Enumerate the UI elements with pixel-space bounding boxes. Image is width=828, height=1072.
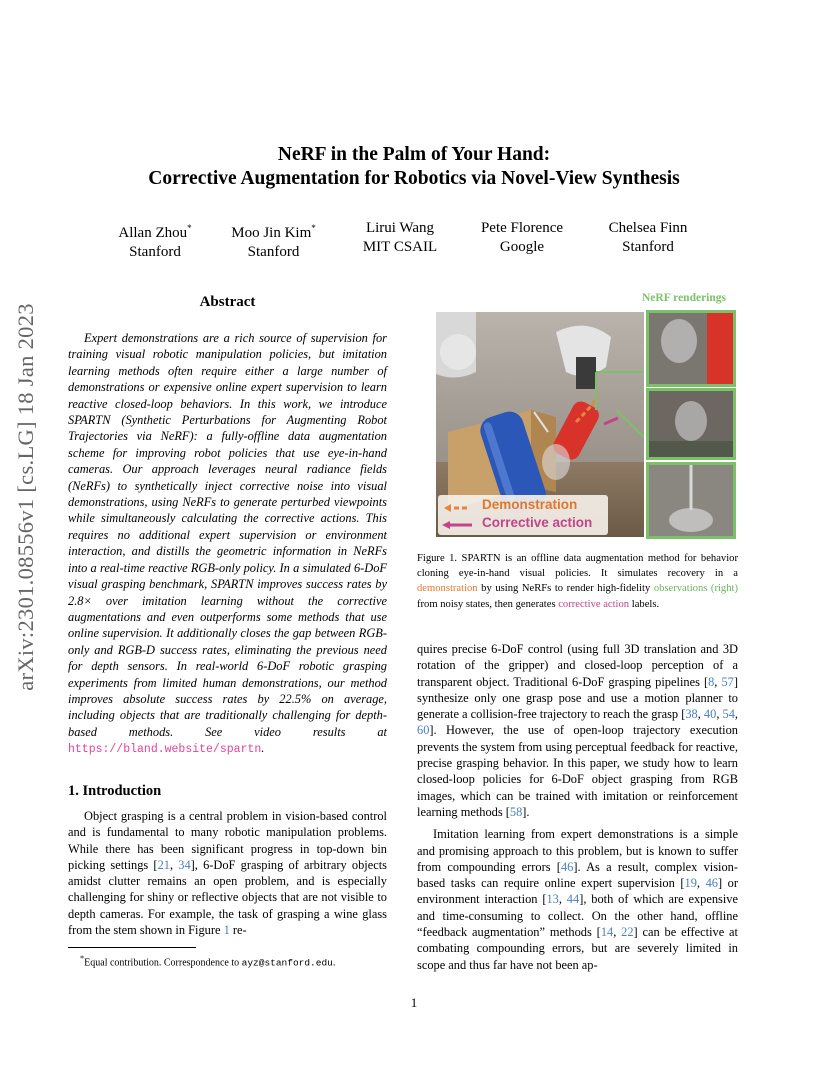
intro-text: re- <box>229 923 247 938</box>
footnote-end: . <box>332 957 336 969</box>
citation-link[interactable]: 46 <box>560 859 574 874</box>
citation-link[interactable]: 22 <box>621 925 634 940</box>
body-text: quires precise 6-DoF control (using full 3D translation and 3D rotation of the gripper) and closed-loop perception of a transparent object. Traditional 6-DoF grasping pipelines [ <box>417 642 738 689</box>
body-text: ], both of which are expensive and time-consuming to collect. On the other hand, offline “feedback augmentation” methods [ <box>417 892 738 940</box>
author-affiliation: Stanford <box>247 244 300 260</box>
citation-link[interactable]: 57 <box>721 674 734 689</box>
body-text: , <box>696 876 706 891</box>
body-text: ]. <box>522 804 530 819</box>
author-name: Moo Jin Kim <box>231 225 312 241</box>
body-text: , <box>714 674 722 689</box>
abstract-text <box>68 330 387 759</box>
legend-corrective-action: Corrective action <box>482 515 593 530</box>
abstract-end: . <box>261 741 265 756</box>
abstract-body: Expert demonstrations are a rich source of supervision for training visual robotic manipulation policies, but imitation learning methods often require either a large number of demonstrations or expensive online expert supervision to learn reactive closed-loop behaviors. In this work, we introduce SPARTN (Synthetic Perturbations for Augmenting Robot Trajectories via NeRF): a fully-offline data augmentation scheme for improving robot policies that use eye-in-hand cameras. Our approach leverages neural radiance fields (NeRFs) to synthetically inject corrective noise into visual demonstrations, using NeRFs to generate perturbed viewpoints while simultaneously calculating the corrective actions. This requires no additional expert supervision or environment interaction, and distills the geometric information in NeRFs into a real-time reactive RGB-only policy. In a simulated 6-DoF visual grasping benchmark, SPARTN improves success rates by 2.8× over imitation learning without the corrective augmentations and even outperforms some methods that use online supervision. It additionally closes the gap between RGB-only and RGB-D success rates, eliminating the previous need for depth sensors. In real-world 6-DoF robotic grasping experiments from limited human demonstrations, our method improves absolute success rates by 22.5% on average, including objects that are traditionally challenging for depth-based methods. See video results at <box>68 331 387 739</box>
footnote-text: Equal contribution. Correspondence to <box>84 957 242 969</box>
citation-link[interactable]: 44 <box>566 892 580 907</box>
author-name: Allan Zhou <box>118 225 188 241</box>
intro-text: , <box>169 857 179 872</box>
body-text: ]. However, the use of open-loop trajectory execution prevents the system from using perceptual feedback for reactive, precise grasping behavior. In this paper, we study how to learn closed-loop policies for 6-DoF object grasping from RGB images, which can be trained with imitation or reinforcement learning methods [ <box>417 723 738 819</box>
body-text: , <box>697 707 704 722</box>
citation-link[interactable]: 40 <box>703 707 717 722</box>
body-text: ] can be effective at combating compounding errors, but are severely limited in scope and thus far have not been ap- <box>417 925 738 972</box>
author-affiliation: MIT CSAIL <box>362 239 438 255</box>
citation-link[interactable]: 13 <box>546 892 559 907</box>
citation-link[interactable]: 8 <box>708 674 715 689</box>
intro-paragraph <box>68 808 387 938</box>
citation-link[interactable]: 38 <box>685 707 698 722</box>
citation-link[interactable]: 14 <box>600 925 614 940</box>
author-4 <box>466 219 578 257</box>
page-number: 1 <box>410 995 418 1010</box>
nerf-rendering-3 <box>646 462 736 539</box>
citation-link[interactable]: 54 <box>722 707 735 722</box>
caption-observations: observations (right) <box>653 583 738 595</box>
arxiv-id: arXiv:2301.08556v1 [cs.LG] 18 Jan 2023 <box>13 303 38 691</box>
body-text: , <box>613 925 622 940</box>
citation-link[interactable]: 58 <box>509 804 523 819</box>
body-text: , <box>734 707 739 722</box>
arxiv-stamp <box>6 292 46 702</box>
citation-link[interactable]: 34 <box>178 857 191 872</box>
caption-text: from noisy states, then generates <box>417 598 559 610</box>
caption-text: labels. <box>629 598 660 610</box>
nerf-rendering-1 <box>646 310 736 387</box>
author-mark: * <box>187 223 192 233</box>
body-text: , <box>558 892 567 907</box>
body-text: Imitation learning from expert demonstrations is a simple and promising approach to this problem, but is known to suffer from compounding errors [ <box>417 827 738 874</box>
citation-link[interactable]: 46 <box>705 876 718 891</box>
paper-title-line-1: NeRF in the Palm of Your Hand: <box>277 144 551 165</box>
caption-text: Figure 1. SPARTN is an offline data augmentation method for behavior cloning eye-in-hand visual policies. It simulates recovery in a <box>417 553 738 580</box>
body-text: ]. As a result, complex vision-based tasks can require online expert supervision [ <box>417 859 738 891</box>
author-name: Pete Florence <box>480 220 564 236</box>
paragraph <box>417 641 738 820</box>
footnote-mark: * <box>80 954 85 963</box>
author-1 <box>100 219 210 262</box>
footnote-email[interactable]: ayz@stanford.edu <box>241 957 333 969</box>
intro-text: Object grasping is a central problem in vision-based control and is fundamental to many robotic manipulation problems. While there has been significant progress in top-down bin picking settings [ <box>68 809 387 872</box>
author-mark: * <box>311 223 316 233</box>
footnote <box>68 952 387 969</box>
paragraph <box>417 826 738 973</box>
caption-demonstration: demonstration <box>417 583 478 595</box>
nerf-thumb-image <box>649 465 733 536</box>
footnote-divider <box>68 947 196 948</box>
figure-1 <box>436 292 732 539</box>
nerf-thumb-image <box>649 391 733 457</box>
legend-demonstration: Demonstration <box>482 497 578 512</box>
body-text: ] or environment interaction [ <box>417 876 738 907</box>
body-text: ] synthesize only one grasp pose and use a motion planner to generate a collision-free trajectory to reach the grasp [ <box>417 674 738 722</box>
intro-text: ], 6-DoF grasping of arbitrary objects amidst clutter remains an open problem, and is especially challenging for shiny or reflective objects that are not visible to depth cameras. For example, the task of grasping a wine glass from the stem shown in Figure <box>68 857 387 938</box>
author-affiliation: Stanford <box>622 239 674 255</box>
body-text: , <box>716 707 723 722</box>
right-column-text <box>417 641 738 973</box>
figure-1-caption <box>417 551 738 612</box>
author-affiliation: Stanford <box>129 244 181 260</box>
caption-text: by using NeRFs to render high-fidelity <box>477 583 654 595</box>
nerf-rendering-2 <box>646 388 736 460</box>
abstract-heading: Abstract <box>199 294 256 310</box>
citation-link[interactable]: 21 <box>157 857 170 872</box>
citation-link[interactable]: 19 <box>684 876 697 891</box>
figure-photo <box>436 312 644 537</box>
paper-title-line-2: Corrective Augmentation for Robotics via Novel-View Synthesis <box>148 168 680 189</box>
author-3 <box>345 219 455 257</box>
caption-corrective-action: corrective action <box>558 598 630 610</box>
author-5 <box>592 219 704 257</box>
nerf-renderings-label: NeRF renderings <box>641 292 726 304</box>
author-name: Lirui Wang <box>365 220 435 236</box>
citation-link[interactable]: 60 <box>417 723 430 738</box>
author-affiliation: Google <box>499 239 545 255</box>
video-link[interactable]: https://bland.website/spartn <box>68 743 262 757</box>
intro-heading: 1. Introduction <box>68 783 162 799</box>
nerf-thumb-image <box>649 313 733 384</box>
author-name: Chelsea Finn <box>608 220 688 236</box>
author-2 <box>216 219 331 262</box>
figure-link[interactable]: 1 <box>223 923 230 938</box>
